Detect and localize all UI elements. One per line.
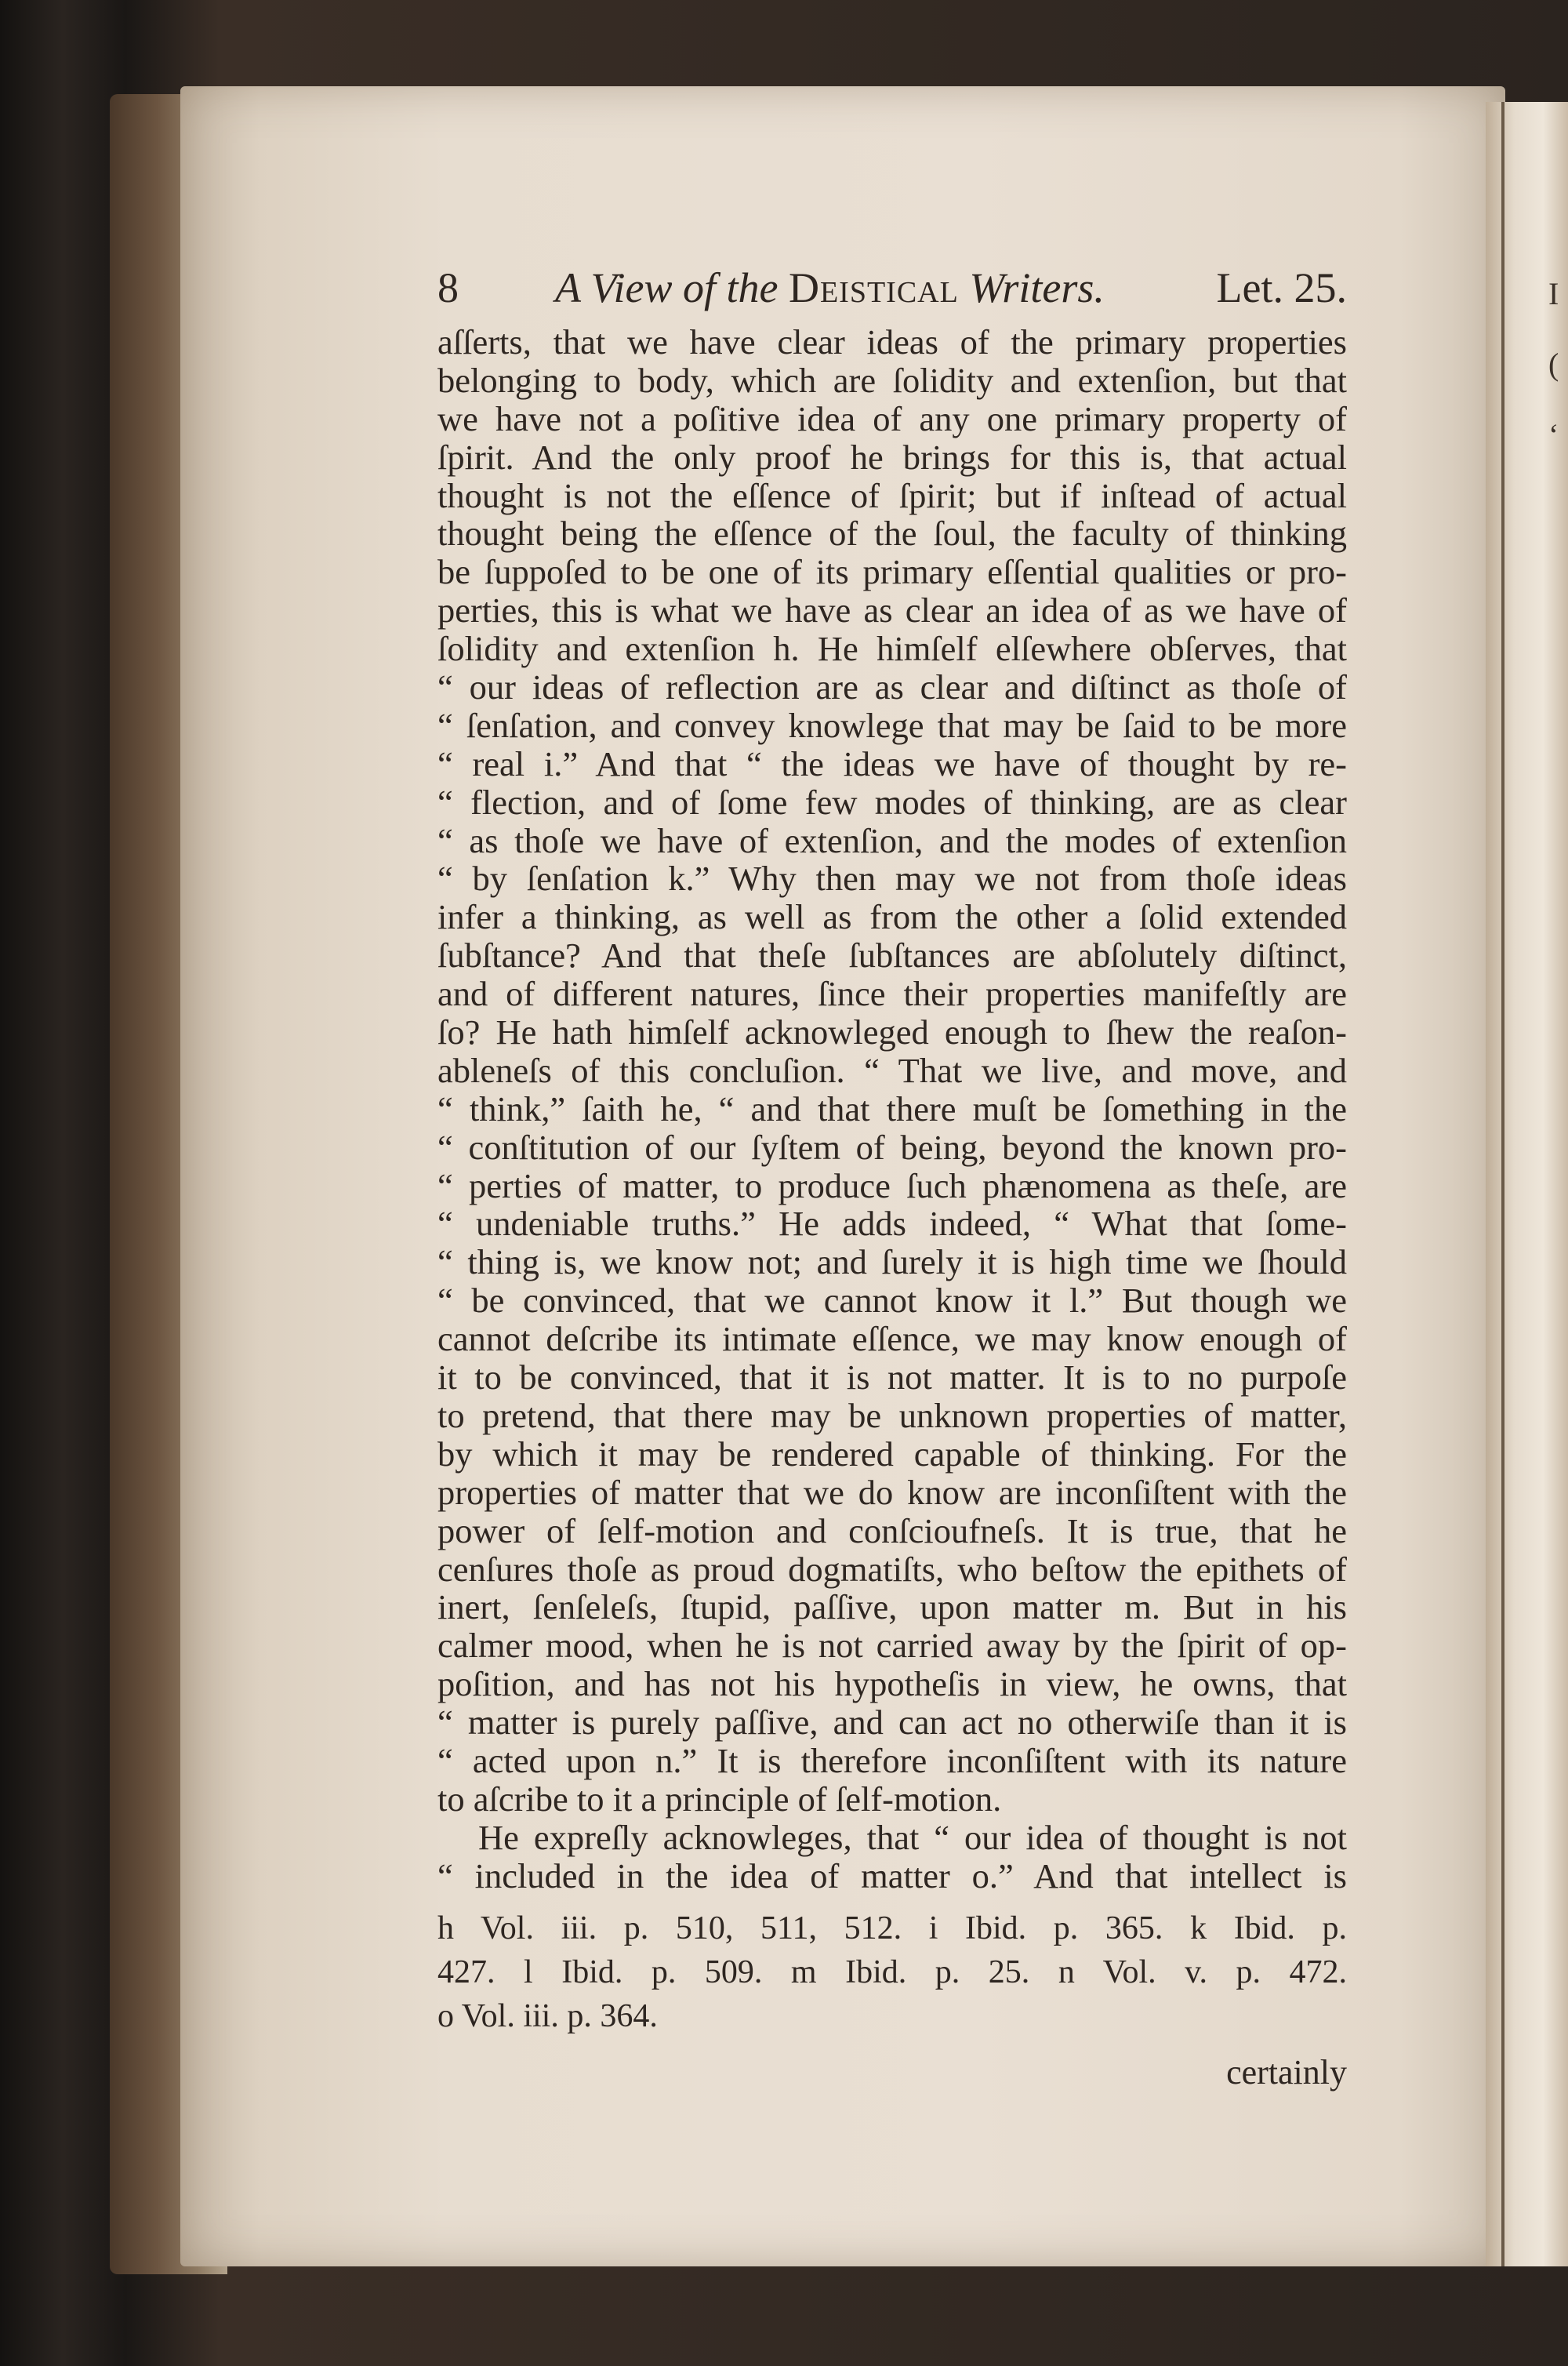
text-line: to aſcribe to it a principle of ſelf-motion.	[437, 1779, 1002, 1819]
text-line: cannot deſcribe its intimate eſſence, we may know enough of	[437, 1319, 1347, 1359]
text-line: “ by ſenſation k.” Why then may we not from thoſe ideas	[437, 859, 1347, 899]
text-line: we have not a poſitive idea of any one primary property of	[437, 398, 1347, 438]
catchword: certainly	[1226, 2052, 1347, 2092]
text-line: He expreſly acknowleges, that “ our idea of thought is not	[478, 1817, 1347, 1857]
text-line: “ be convinced, that we cannot know it l.” But though we	[437, 1281, 1347, 1321]
next-page-char: (	[1548, 347, 1559, 382]
next-page-fragment	[1548, 259, 1559, 471]
page-number: 8	[437, 264, 459, 311]
text-line: “ conſtitution of our ſyſtem of being, beyond the known pro-	[437, 1127, 1347, 1167]
text-line: ſolidity and extenſion h. He himſelf elſewhere obſerves, that	[437, 629, 1347, 669]
text-line: “ ſenſation, and convey knowlege that may be ſaid to be more	[437, 705, 1347, 745]
running-head	[437, 259, 1347, 323]
running-title	[555, 263, 1105, 312]
text-line: and of different natures, ſince their properties manifeſtly are	[437, 974, 1347, 1014]
text-line: ſpirit. And the only proof he brings for this is, that actual	[437, 437, 1347, 477]
text-line: thought is not the eſſence of ſpirit; but if inſtead of actual	[437, 475, 1347, 515]
running-title-suffix: Writers.	[969, 264, 1105, 311]
text-line: “ as thoſe we have of extenſion, and the modes of extenſion	[437, 820, 1347, 860]
text-line: calmer mood, when he is not carried away by the ſpirit of op-	[437, 1626, 1347, 1666]
footnote-separator	[437, 1895, 1347, 1906]
text-line: ſubſtance? And that theſe ſubſtances are abſolutely diſtinct,	[437, 936, 1347, 976]
text-line: “ thing is, we know not; and ſurely it is high time we ſhould	[437, 1242, 1347, 1282]
text-line: be ſuppoſed to be one of its primary eſſential qualities or pro-	[437, 552, 1347, 592]
text-line: power of ſelf-motion and conſcioufneſs. It is true, that he	[437, 1510, 1347, 1550]
text-line: “ acted upon n.” It is therefore inconſiſtent with its nature	[437, 1740, 1347, 1780]
page-content	[437, 259, 1347, 2123]
text-line: perties, this is what we have as clear an idea of as we have of	[437, 591, 1347, 631]
next-page-char: I	[1548, 276, 1559, 311]
text-line: by which it may be rendered capable of thinking. For the	[437, 1434, 1347, 1474]
text-line: ſo? He hath himſelf acknowleged enough to ſhew the reaſon-	[437, 1012, 1347, 1052]
letter-number: Let. 25.	[1216, 264, 1347, 311]
text-line: inert, ſenſeleſs, ſtupid, paſſive, upon matter m. But in his	[437, 1587, 1347, 1627]
body-text	[437, 323, 1347, 1895]
text-line: thought being the eſſence of the ſoul, the faculty of thinking	[437, 514, 1347, 554]
text-line: belonging to body, which are ſolidity and extenſion, but that	[437, 360, 1347, 400]
text-line: “ matter is purely paſſive, and can act no otherwiſe than it is	[437, 1703, 1347, 1743]
footnote-line: o Vol. iii. p. 364.	[437, 1997, 658, 2034]
text-line: ableneſs of this concluſion. “ That we live, and move, and	[437, 1050, 1347, 1090]
text-line: to pretend, that there may be unknown properties of matter,	[437, 1395, 1347, 1435]
text-line: “ flection, and of ſome few modes of thinking, are as clear	[437, 782, 1347, 822]
text-line: “ think,” ſaith he, “ and that there muſt be ſomething in the	[437, 1089, 1347, 1128]
footnotes	[437, 1906, 1347, 2038]
text-line: properties of matter that we do know are inconſiſtent with the	[437, 1472, 1347, 1512]
text-line: “ real i.” And that “ the ideas we have of thought by re-	[437, 743, 1347, 783]
page-gutter	[1501, 102, 1504, 2266]
text-line: “ our ideas of reflection are as clear and diſtinct as thoſe of	[437, 667, 1347, 707]
footnote-line: h Vol. iii. p. 510, 511, 512. i Ibid. p. 365. k Ibid. p.	[437, 1910, 1347, 1946]
text-line: cenſures thoſe as proud dogmatiſts, who beſtow the epithets of	[437, 1549, 1347, 1589]
text-line: “ included in the idea of matter o.” And that intellect is	[437, 1855, 1347, 1895]
text-line: poſition, and has not his hypotheſis in view, he owns, that	[437, 1664, 1347, 1704]
text-line: “ undeniable truths.” He adds indeed, “ What that ſome-	[437, 1204, 1347, 1244]
next-page-char: ‘	[1548, 417, 1559, 452]
text-line: infer a thinking, as well as from the other a ſolid extended	[437, 897, 1347, 937]
text-line: aſſerts, that we have clear ideas of the primary properties	[437, 322, 1347, 362]
footnote-line: 427. l Ibid. p. 509. m Ibid. p. 25. n Vol. v. p. 472.	[437, 1953, 1347, 1990]
running-title-smallcaps: Deistical	[788, 264, 959, 311]
text-line: it to be convinced, that it is not matter. It is to no purpoſe	[437, 1357, 1347, 1397]
catchword-row	[437, 2052, 1347, 2123]
text-line: “ perties of matter, to produce ſuch phænomena as theſe, are	[437, 1165, 1347, 1205]
running-title-prefix: A View of the	[555, 264, 779, 311]
